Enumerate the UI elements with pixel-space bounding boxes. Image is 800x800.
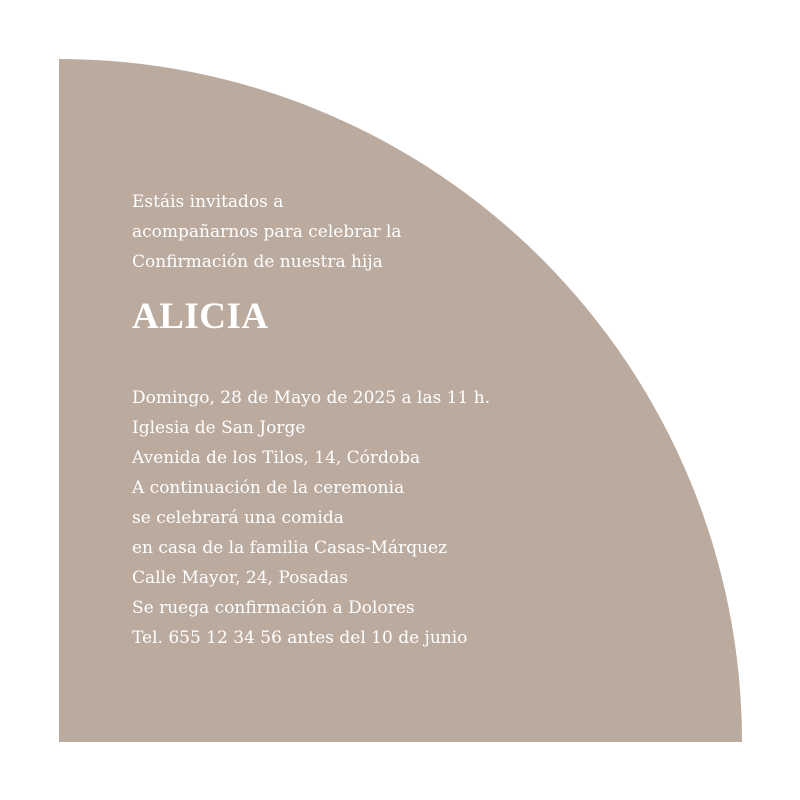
honoree-name: ALICIA (132, 296, 269, 337)
invitation-text (132, 187, 652, 653)
intro-line-3: Confirmación de nuestra hija (132, 252, 383, 272)
reception-line-1: A continuación de la ceremonia (132, 478, 405, 498)
rsvp-phone: Tel. 655 12 34 56 antes del 10 de junio (132, 628, 468, 648)
intro-text (132, 187, 652, 277)
venue-address: Avenida de los Tilos, 14, Córdoba (132, 448, 421, 468)
intro-line-1: Estáis invitados a (132, 192, 284, 212)
reception-line-3: en casa de la familia Casas-Márquez (132, 538, 448, 558)
venue-name: Iglesia de San Jorge (132, 418, 306, 438)
reception-address: Calle Mayor, 24, Posadas (132, 568, 348, 588)
reception-line-2: se celebrará una comida (132, 508, 344, 528)
event-date: Domingo, 28 de Mayo de 2025 a las 11 h. (132, 388, 491, 408)
rsvp-line: Se ruega confirmación a Dolores (132, 598, 415, 618)
intro-line-2: acompañarnos para celebrar la (132, 222, 402, 242)
event-details (132, 383, 652, 653)
